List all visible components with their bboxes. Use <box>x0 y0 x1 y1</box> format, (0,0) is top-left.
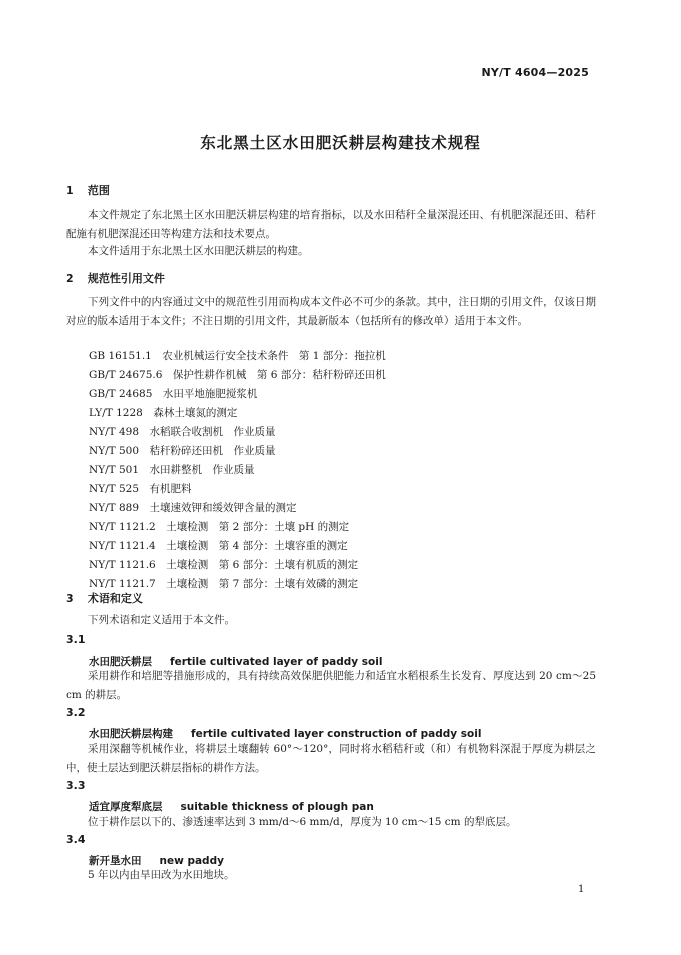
section-2-heading <box>66 270 165 286</box>
term-zh: 水田肥沃耕层 <box>89 656 152 668</box>
term-number: 3.2 <box>66 706 86 719</box>
term-en: new paddy <box>159 855 224 867</box>
reference-item: NY/T 500 秸秆粉碎还田机 作业质量 <box>89 445 276 457</box>
section-title: 规范性引用文件 <box>87 272 165 285</box>
reference-item: NY/T 501 水田耕整机 作业质量 <box>89 464 255 476</box>
term-definition: 5 年以内由旱田改为水田地块。 <box>88 869 235 881</box>
term-en: fertile cultivated layer of paddy soil <box>170 656 383 668</box>
reference-item: GB 16151.1 农业机械运行安全技术条件 第 1 部分：拖拉机 <box>89 350 386 362</box>
section-3-heading <box>66 590 143 606</box>
section-number: 2 <box>66 272 74 285</box>
section-title: 范围 <box>87 184 110 197</box>
term-definition: 采用耕作和培肥等措施形成的，具有持续高效保肥供肥能力和适宜水稻根系生长发育、厚度达到 20 cm～25 cm 的耕层。 <box>66 670 596 701</box>
standard-number: NY/T 4604—2025 <box>481 66 589 79</box>
term-name <box>89 799 374 814</box>
reference-item: NY/T 1121.7 土壤检测 第 7 部分：土壤有效磷的测定 <box>89 578 359 590</box>
term-number: 3.3 <box>66 779 86 792</box>
term-zh: 新开垦水田 <box>89 855 142 867</box>
term-number: 3.1 <box>66 633 86 646</box>
term-zh: 水田肥沃耕层构建 <box>89 728 173 740</box>
term-en: fertile cultivated layer construction of paddy soil <box>191 728 482 740</box>
section-number: 3 <box>66 592 74 605</box>
term-name <box>89 726 481 741</box>
scope-paragraph-2: 本文件适用于东北黑土区水田肥沃耕层的构建。 <box>88 245 309 257</box>
section-number: 1 <box>66 184 74 197</box>
term-zh: 适宜厚度犁底层 <box>89 801 163 813</box>
reference-item: GB/T 24685 水田平地施肥搅浆机 <box>89 388 258 400</box>
term-definition: 位于耕作层以下的、渗透速率达到 3 mm/d～6 mm/d，厚度为 10 cm～15 cm 的犁底层。 <box>88 816 517 828</box>
term-en: suitable thickness of plough pan <box>180 801 374 813</box>
reference-item: GB/T 24675.6 保护性耕作机械 第 6 部分：秸秆粉碎还田机 <box>89 369 386 381</box>
terms-intro: 下列术语和定义适用于本文件。 <box>88 614 235 626</box>
reference-item: NY/T 1121.2 土壤检测 第 2 部分：土壤 pH 的测定 <box>89 521 350 533</box>
section-1-heading <box>66 182 110 198</box>
reference-item: NY/T 1121.4 土壤检测 第 4 部分：土壤容重的测定 <box>89 540 348 552</box>
term-definition: 采用深翻等机械作业，将耕层土壤翻转 60°～120°，同时将水稻秸秆或（和）有机物料深混于厚度为耕层之中，使土层达到肥沃耕层指标的耕作方法。 <box>66 743 596 774</box>
reference-item: NY/T 1121.6 土壤检测 第 6 部分：土壤有机质的测定 <box>89 559 359 571</box>
section-title: 术语和定义 <box>87 592 143 605</box>
page-number: 1 <box>578 884 585 895</box>
scope-paragraph-1: 本文件规定了东北黑土区水田肥沃耕层构建的培育指标，以及水田秸秆全量深混还田、有机肥深混还田、秸秆配施有机肥深混还田等构建方法和技术要点。 <box>66 209 596 240</box>
reference-item: LY/T 1228 森林土壤氮的测定 <box>89 407 238 419</box>
normative-refs-paragraph: 下列文件中的内容通过文中的规范性引用而构成本文件必不可少的条款。其中，注日期的引用文件，仅该日期对应的版本适用于本文件；不注日期的引用文件，其最新版本（包括所有的修改单）适用于本文件。 <box>66 296 596 327</box>
document-title: 东北黑土区水田肥沃耕层构建技术规程 <box>200 134 481 152</box>
reference-item: NY/T 498 水稻联合收割机 作业质量 <box>89 426 276 438</box>
term-number: 3.4 <box>66 833 86 846</box>
reference-item: NY/T 525 有机肥料 <box>89 483 192 495</box>
reference-item: NY/T 889 土壤速效钾和缓效钾含量的测定 <box>89 502 297 514</box>
